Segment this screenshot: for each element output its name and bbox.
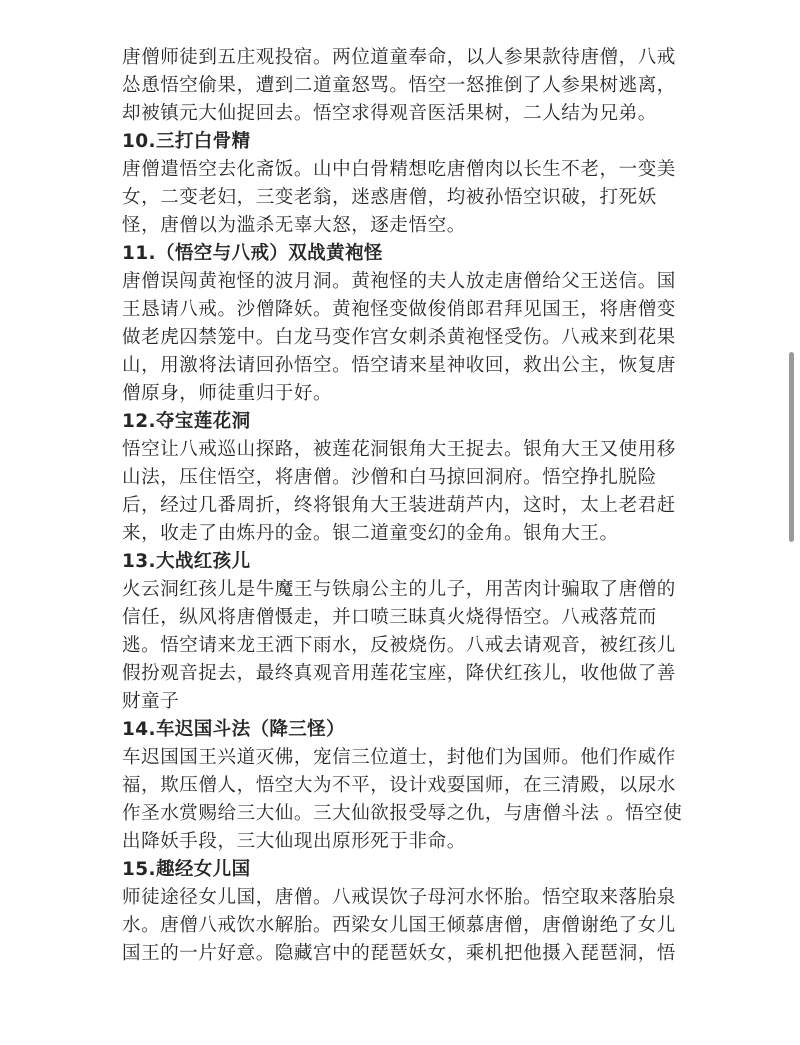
text-line: 唐僧师徒到五庄观投宿。两位道童奉命，以人参果款待唐僧，八戒 [122,47,676,68]
section-12 [122,408,682,548]
text-line: 师徒途径女儿国，唐僧。八戒误饮子母河水怀胎。悟空取来落胎泉 [122,887,676,908]
text-line: 怂恿悟空偷果，遭到二道童怒骂。悟空一怒推倒了人参果树逃离， [122,75,676,96]
text-line: 车迟国国王兴道灭佛，宠信三位道士，封他们为国师。他们作威作 [122,747,676,768]
section-15 [122,856,682,968]
section-14 [122,716,682,856]
section-11 [122,240,682,408]
text-line: 水。唐僧八戒饮水解胎。西梁女儿国王倾慕唐僧，唐僧谢绝了女儿 [122,915,676,936]
section-heading: 14.车迟国斗法（降三怪） [122,719,345,740]
text-line: 信任，纵风将唐僧慑走，并口喷三昧真火烧得悟空。八戒落荒而 [122,607,657,628]
text-line: 女，二变老妇，三变老翁，迷惑唐僧，均被孙悟空识破，打死妖 [122,187,657,208]
section-heading: 12.夺宝莲花洞 [122,411,251,432]
section-heading: 13.大战红孩儿 [122,551,251,572]
text-line: 后，经过几番周折，终将银角大王装进葫芦内，这时，太上老君赶 [122,495,676,516]
text-line: 来，收走了由炼丹的金。银二道童变幻的金角。银角大王。 [122,523,619,544]
text-line: 僧原身，师徒重归于好。 [122,383,333,404]
section-10 [122,128,682,240]
text-line: 王恳请八戒。沙僧降妖。黄袍怪变做俊俏郎君拜见国王，将唐僧变 [122,299,676,320]
scrollbar-thumb[interactable] [789,352,794,542]
text-line: 作圣水赏赐给三大仙。三大仙欲报受辱之仇，与唐僧斗法 。悟空使 [122,803,683,824]
text-line: 财童子 [122,691,180,712]
text-line: 山，用激将法请回孙悟空。悟空请来星神收回，救出公主，恢复唐 [122,355,676,376]
text-line: 却被镇元大仙捉回去。悟空求得观音医活果树，二人结为兄弟。 [122,103,657,124]
text-line: 逃。悟空请来龙王洒下雨水，反被烧伤。八戒去请观音，被红孩儿 [122,635,676,656]
text-line: 国王的一片好意。隐藏宫中的琵琶妖女，乘机把他摄入琵琶洞，悟 [122,943,676,964]
document-body [122,44,682,968]
section-heading: 11.（悟空与八戒）双战黄袍怪 [122,243,383,264]
text-line: 唐僧遣悟空去化斋饭。山中白骨精想吃唐僧肉以长生不老，一变美 [122,159,676,180]
text-line: 悟空让八戒巡山探路，被莲花洞银角大王捉去。银角大王又使用移 [122,439,676,460]
text-line: 怪，唐僧以为滥杀无辜大怒，逐走悟空。 [122,215,466,236]
section-13 [122,548,682,716]
intro-paragraph [122,44,682,128]
text-line: 唐僧误闯黄袍怪的波月洞。黄袍怪的夫人放走唐僧给父王送信。国 [122,271,676,292]
text-line: 假扮观音捉去，最终真观音用莲花宝座，降伏红孩儿，收他做了善 [122,663,676,684]
text-line: 火云洞红孩儿是牛魔王与铁扇公主的儿子，用苦肉计骗取了唐僧的 [122,579,676,600]
section-heading: 15.趣经女儿国 [122,859,251,880]
text-line: 做老虎囚禁笼中。白龙马变作宫女刺杀黄袍怪受伤。八戒来到花果 [122,327,676,348]
text-line: 出降妖手段，三大仙现出原形死于非命。 [122,831,466,852]
text-line: 山法，压住悟空，将唐僧。沙僧和白马掠回洞府。悟空挣扎脱险 [122,467,657,488]
section-heading: 10.三打白骨精 [122,131,251,152]
text-line: 福，欺压僧人，悟空大为不平，设计戏耍国师，在三清殿，以尿水 [122,775,676,796]
